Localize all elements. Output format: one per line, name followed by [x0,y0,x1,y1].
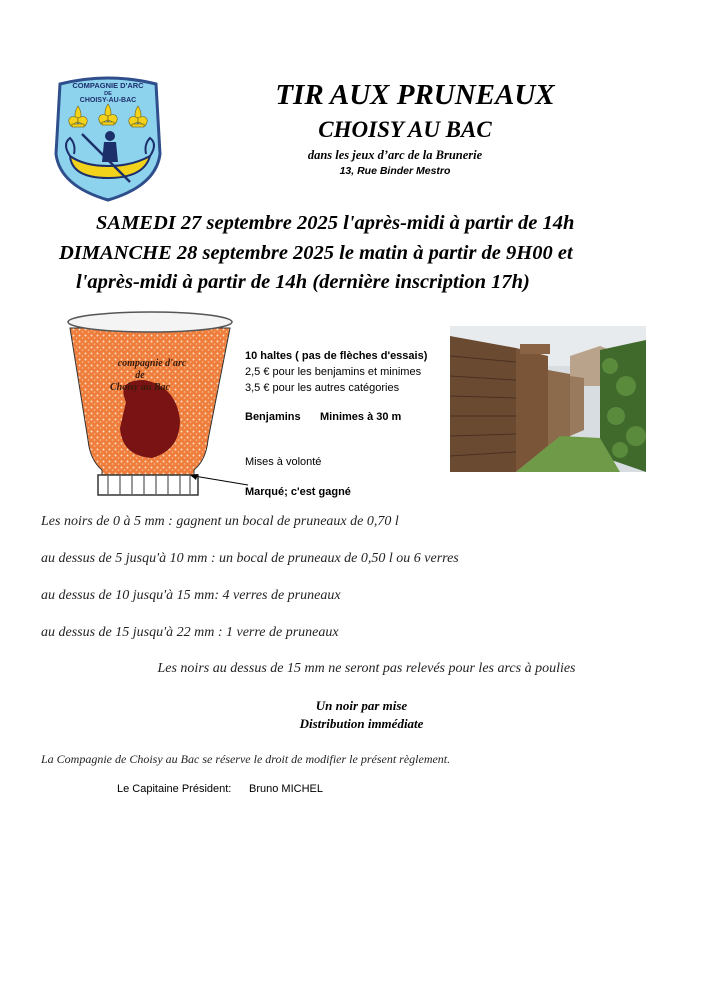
schedule-line-sunday: DIMANCHE 28 septembre 2025 le matin à partir de 9H00 et [59,242,573,264]
disclaimer-text: La Compagnie de Choisy au Bac se réserve le droit de modifier le présent règlement. [41,752,451,766]
logo-line3: CHOISY-AU-BAC [79,97,137,104]
pot-label-line2: de [135,370,145,381]
schedule-line-saturday: SAMEDI 27 septembre 2025 l'après-midi à partir de 14h [96,212,575,234]
signature-role: Le Capitaine Président: [117,783,232,795]
arrow-icon [188,470,250,490]
price-other-text: 3,5 € pour les autres catégories [245,382,400,394]
rule-line-2: au dessus de 5 jusqu'à 10 mm : un bocal de pruneaux de 0,50 l ou 6 verres [41,551,459,566]
closing-line-1: Un noir par mise [315,698,408,713]
distance-label-minimes: Minimes à 30 m [320,411,402,423]
archery-lanes-photo [450,326,646,472]
pot-label-line1: compagnie d'arc [117,358,187,369]
page-subtitle: CHOISY AU BAC [318,117,492,142]
distance-label-benjamins: Benjamins [245,411,301,423]
pot-label-line3: Choisy au Bac [109,382,171,393]
mises-text: Mises à volonté [245,456,322,468]
rule-line-1: Les noirs de 0 à 5 mm : gagnent un bocal de pruneaux de 0,70 l [41,514,399,529]
rule-line-3: au dessus de 10 jusqu'à 15 mm: 4 verres de pruneaux [41,588,341,603]
signature-name: Bruno MICHEL [249,783,323,795]
company-logo [52,74,164,202]
logo-line1: COMPAGNIE D'ARC [72,81,144,90]
poulies-note: Les noirs au dessus de 15 mm ne seront pas relevés pour les arcs à poulies [157,661,576,676]
marque-text: Marqué; c'est gagné [245,486,351,498]
page-title: TIR AUX PRUNEAUX [275,79,555,111]
venue-text: dans les jeux d’arc de la Brunerie [307,148,483,162]
haltes-text: 10 haltes ( pas de flèches d'essais) [245,350,428,362]
price-young-text: 2,5 € pour les benjamins et minimes [245,366,422,378]
schedule-line-afternoon: l'après-midi à partir de 14h (dernière inscription 17h) [76,271,530,293]
logo-line2: DE [104,91,112,97]
rule-line-4: au dessus de 15 jusqu'à 22 mm : 1 verre de pruneaux [41,625,339,640]
closing-line-2: Distribution immédiate [299,716,424,731]
address-text: 13, Rue Binder Mestro [339,165,451,177]
